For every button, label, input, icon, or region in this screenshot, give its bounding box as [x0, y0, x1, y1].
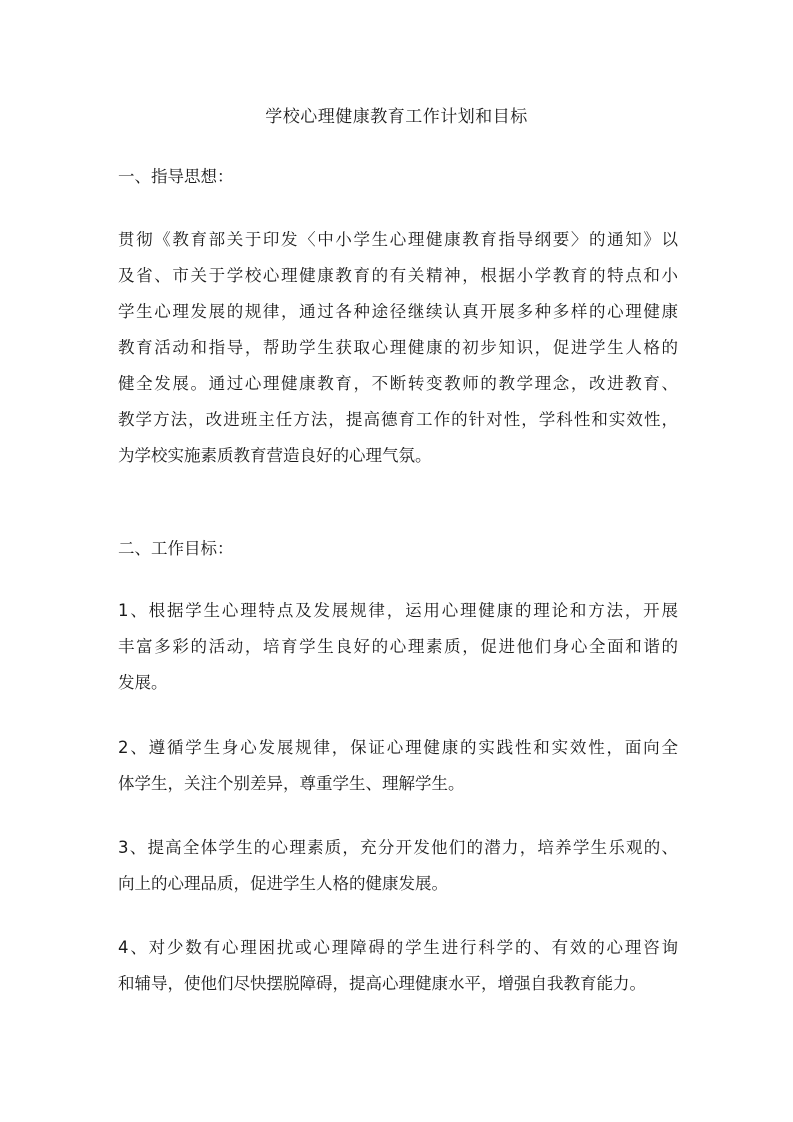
- goal-item-3: [118, 830, 678, 902]
- paragraph-line: 体学生，关注个别差异，尊重学生、理解学生。: [118, 774, 465, 793]
- section-heading-work-goals: 二、工作目标：: [118, 539, 234, 558]
- paragraph-line: 健全发展。通过心理健康教育，不断转变教师的教学理念，改进教育、: [118, 374, 678, 393]
- paragraph-line: 和辅导，使他们尽快摆脱障碍，提高心理健康水平，增强自我教育能力。: [118, 974, 646, 993]
- goal-item-2: [118, 730, 678, 802]
- paragraph-line: 教学方法，改进班主任方法，提高德育工作的针对性，学科性和实效性，: [118, 410, 678, 429]
- goal-item-4: [118, 930, 678, 1002]
- paragraph-line: 教育活动和指导，帮助学生获取心理健康的初步知识，促进学生人格的: [118, 338, 678, 357]
- paragraph-line: 1、根据学生心理特点及发展规律，运用心理健康的理论和方法，开展: [118, 601, 678, 620]
- paragraph-line: 发展。: [118, 673, 168, 692]
- section-heading-guiding-ideology: 一、指导思想：: [118, 167, 234, 186]
- paragraph-line: 贯彻《教育部关于印发〈中小学生心理健康教育指导纲要〉的通知》以: [118, 230, 678, 249]
- paragraph-line: 2、遵循学生身心发展规律，保证心理健康的实践性和实效性，面向全: [118, 738, 678, 757]
- paragraph-line: 4、对少数有心理困扰或心理障碍的学生进行科学的、有效的心理咨询: [118, 938, 678, 957]
- paragraph-line: 学生心理发展的规律，通过各种途径继续认真开展多种多样的心理健康: [118, 302, 678, 321]
- paragraph-line: 向上的心理品质，促进学生人格的健康发展。: [118, 874, 448, 893]
- paragraph-line: 及省、市关于学校心理健康教育的有关精神，根据小学教育的特点和小: [118, 266, 678, 285]
- paragraph-guiding-ideology: [118, 222, 678, 474]
- document-title: 学校心理健康教育工作计划和目标: [265, 107, 528, 127]
- paragraph-line: 为学校实施素质教育营造良好的心理气氛。: [118, 446, 432, 465]
- goal-item-1: [118, 593, 678, 701]
- paragraph-line: 3、提高全体学生的心理素质，充分开发他们的潜力，培养学生乐观的、: [118, 838, 678, 857]
- paragraph-line: 丰富多彩的活动，培育学生良好的心理素质，促进他们身心全面和谐的: [118, 637, 678, 656]
